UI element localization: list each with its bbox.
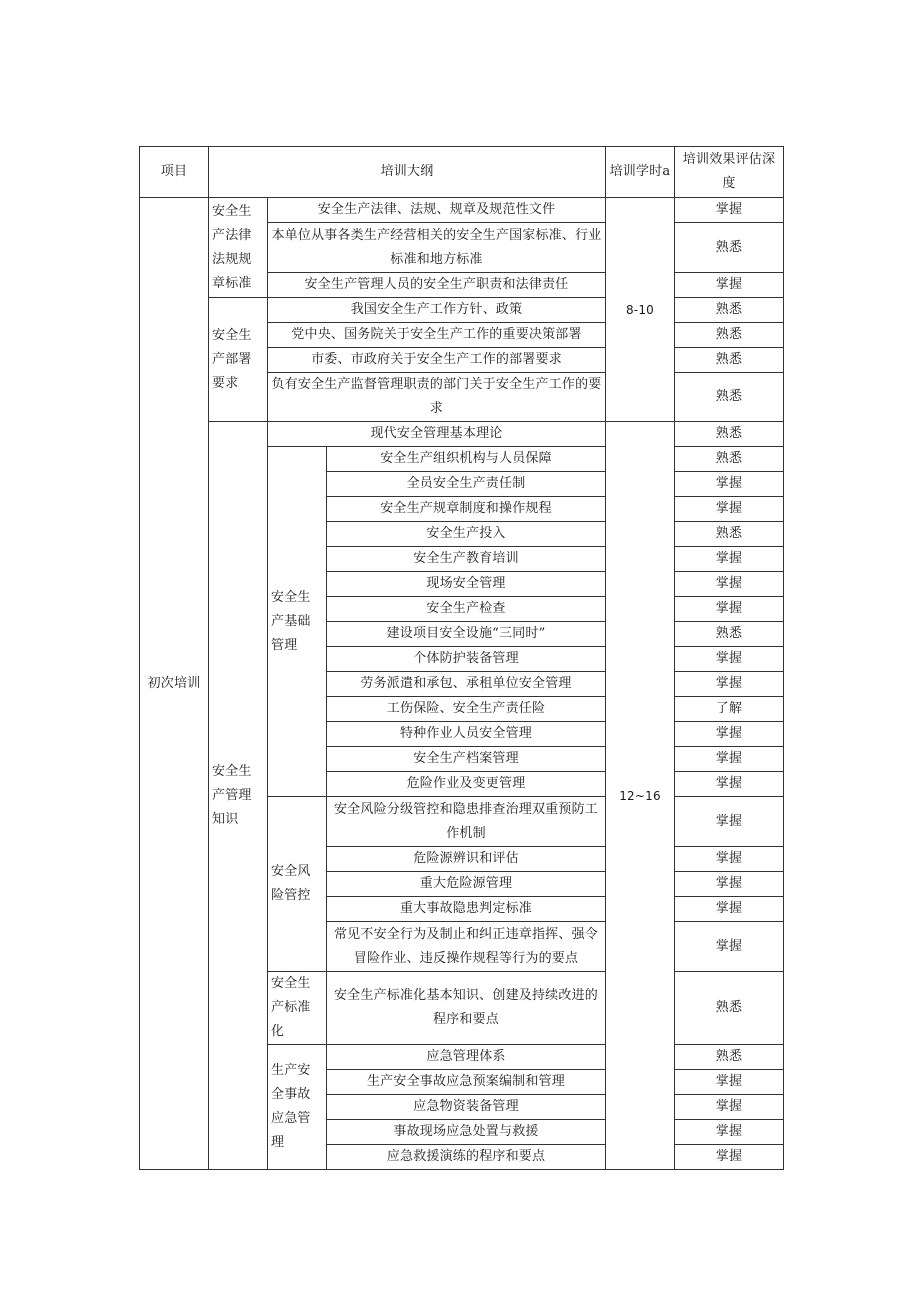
depth-value: 熟悉 xyxy=(675,298,784,323)
depth-value: 掌握 xyxy=(675,672,784,697)
depth-value: 掌握 xyxy=(675,472,784,497)
outline-item: 生产安全事故应急预案编制和管理 xyxy=(327,1070,606,1095)
depth-value: 掌握 xyxy=(675,572,784,597)
category-basic-mgmt: 安全生产基础管理 xyxy=(268,447,327,797)
category-knowledge: 安全生产管理知识 xyxy=(209,422,268,1170)
depth-value: 熟悉 xyxy=(675,522,784,547)
outline-item: 安全生产档案管理 xyxy=(327,747,606,772)
category-risk: 安全风险管控 xyxy=(268,797,327,972)
outline-item: 现场安全管理 xyxy=(327,572,606,597)
depth-value: 掌握 xyxy=(675,647,784,672)
depth-value: 掌握 xyxy=(675,747,784,772)
depth-value: 掌握 xyxy=(675,722,784,747)
depth-value: 熟悉 xyxy=(675,223,784,273)
outline-item: 事故现场应急处置与救援 xyxy=(327,1120,606,1145)
outline-item: 安全生产组织机构与人员保障 xyxy=(327,447,606,472)
depth-value: 掌握 xyxy=(675,547,784,572)
depth-value: 掌握 xyxy=(675,897,784,922)
outline-item: 党中央、国务院关于安全生产工作的重要决策部署 xyxy=(268,323,606,348)
depth-value: 掌握 xyxy=(675,1095,784,1120)
depth-value: 掌握 xyxy=(675,797,784,847)
depth-value: 熟悉 xyxy=(675,447,784,472)
outline-item: 市委、市政府关于安全生产工作的部署要求 xyxy=(268,348,606,373)
depth-value: 掌握 xyxy=(675,772,784,797)
depth-value: 掌握 xyxy=(675,1120,784,1145)
outline-item: 常见不安全行为及制止和纠正违章指挥、强令冒险作业、违反操作规程等行为的要点 xyxy=(327,922,606,972)
header-row xyxy=(140,147,784,198)
outline-item: 重大危险源管理 xyxy=(327,872,606,897)
depth-value: 掌握 xyxy=(675,922,784,972)
table-row xyxy=(140,298,784,323)
hours-first: 8-10 xyxy=(606,198,675,422)
header-outline: 培训大纲 xyxy=(209,147,606,198)
outline-item: 安全风险分级管控和隐患排查治理双重预防工作机制 xyxy=(327,797,606,847)
category-emergency: 生产安全事故应急管理 xyxy=(268,1045,327,1170)
depth-value: 掌握 xyxy=(675,1145,784,1170)
depth-value: 熟悉 xyxy=(675,972,784,1045)
outline-item: 应急物资装备管理 xyxy=(327,1095,606,1120)
category-law: 安全生产法律法规规章标准 xyxy=(209,198,268,298)
depth-value: 了解 xyxy=(675,697,784,722)
depth-value: 熟悉 xyxy=(675,622,784,647)
depth-value: 掌握 xyxy=(675,597,784,622)
outline-item: 现代安全管理基本理论 xyxy=(268,422,606,447)
header-hours: 培训学时a xyxy=(606,147,675,198)
outline-item: 重大事故隐患判定标准 xyxy=(327,897,606,922)
depth-value: 掌握 xyxy=(675,847,784,872)
outline-item: 我国安全生产工作方针、政策 xyxy=(268,298,606,323)
outline-item: 安全生产教育培训 xyxy=(327,547,606,572)
outline-item: 安全生产标准化基本知识、创建及持续改进的程序和要点 xyxy=(327,972,606,1045)
hours-second: 12~16 xyxy=(606,422,675,1170)
outline-item: 危险源辨识和评估 xyxy=(327,847,606,872)
table-row xyxy=(140,198,784,223)
header-project: 项目 xyxy=(140,147,209,198)
table-row xyxy=(140,422,784,447)
outline-item: 应急救援演练的程序和要点 xyxy=(327,1145,606,1170)
outline-item: 个体防护装备管理 xyxy=(327,647,606,672)
outline-item: 负有安全生产监督管理职责的部门关于安全生产工作的要求 xyxy=(268,373,606,422)
outline-item: 安全生产规章制度和操作规程 xyxy=(327,497,606,522)
outline-item: 全员安全生产责任制 xyxy=(327,472,606,497)
outline-item: 安全生产检查 xyxy=(327,597,606,622)
section-cell: 初次培训 xyxy=(140,198,209,1170)
outline-item: 安全生产投入 xyxy=(327,522,606,547)
depth-value: 熟悉 xyxy=(675,323,784,348)
outline-item: 特种作业人员安全管理 xyxy=(327,722,606,747)
outline-item: 应急管理体系 xyxy=(327,1045,606,1070)
outline-item: 建设项目安全设施“三同时” xyxy=(327,622,606,647)
category-deploy: 安全生产部署要求 xyxy=(209,298,268,422)
depth-value: 掌握 xyxy=(675,1070,784,1095)
outline-item: 工伤保险、安全生产责任险 xyxy=(327,697,606,722)
depth-value: 熟悉 xyxy=(675,373,784,422)
training-outline-table xyxy=(139,146,784,1170)
outline-item: 安全生产管理人员的安全生产职责和法律责任 xyxy=(268,273,606,298)
outline-item: 本单位从事各类生产经营相关的安全生产国家标准、行业标准和地方标准 xyxy=(268,223,606,273)
depth-value: 熟悉 xyxy=(675,1045,784,1070)
depth-value: 掌握 xyxy=(675,872,784,897)
outline-item: 劳务派遣和承包、承租单位安全管理 xyxy=(327,672,606,697)
depth-value: 掌握 xyxy=(675,497,784,522)
outline-item: 安全生产法律、法规、规章及规范性文件 xyxy=(268,198,606,223)
category-standard: 安全生产标准化 xyxy=(268,972,327,1045)
depth-value: 熟悉 xyxy=(675,422,784,447)
outline-item: 危险作业及变更管理 xyxy=(327,772,606,797)
depth-value: 熟悉 xyxy=(675,348,784,373)
depth-value: 掌握 xyxy=(675,273,784,298)
depth-value: 掌握 xyxy=(675,198,784,223)
header-depth: 培训效果评估深度 xyxy=(675,147,784,198)
